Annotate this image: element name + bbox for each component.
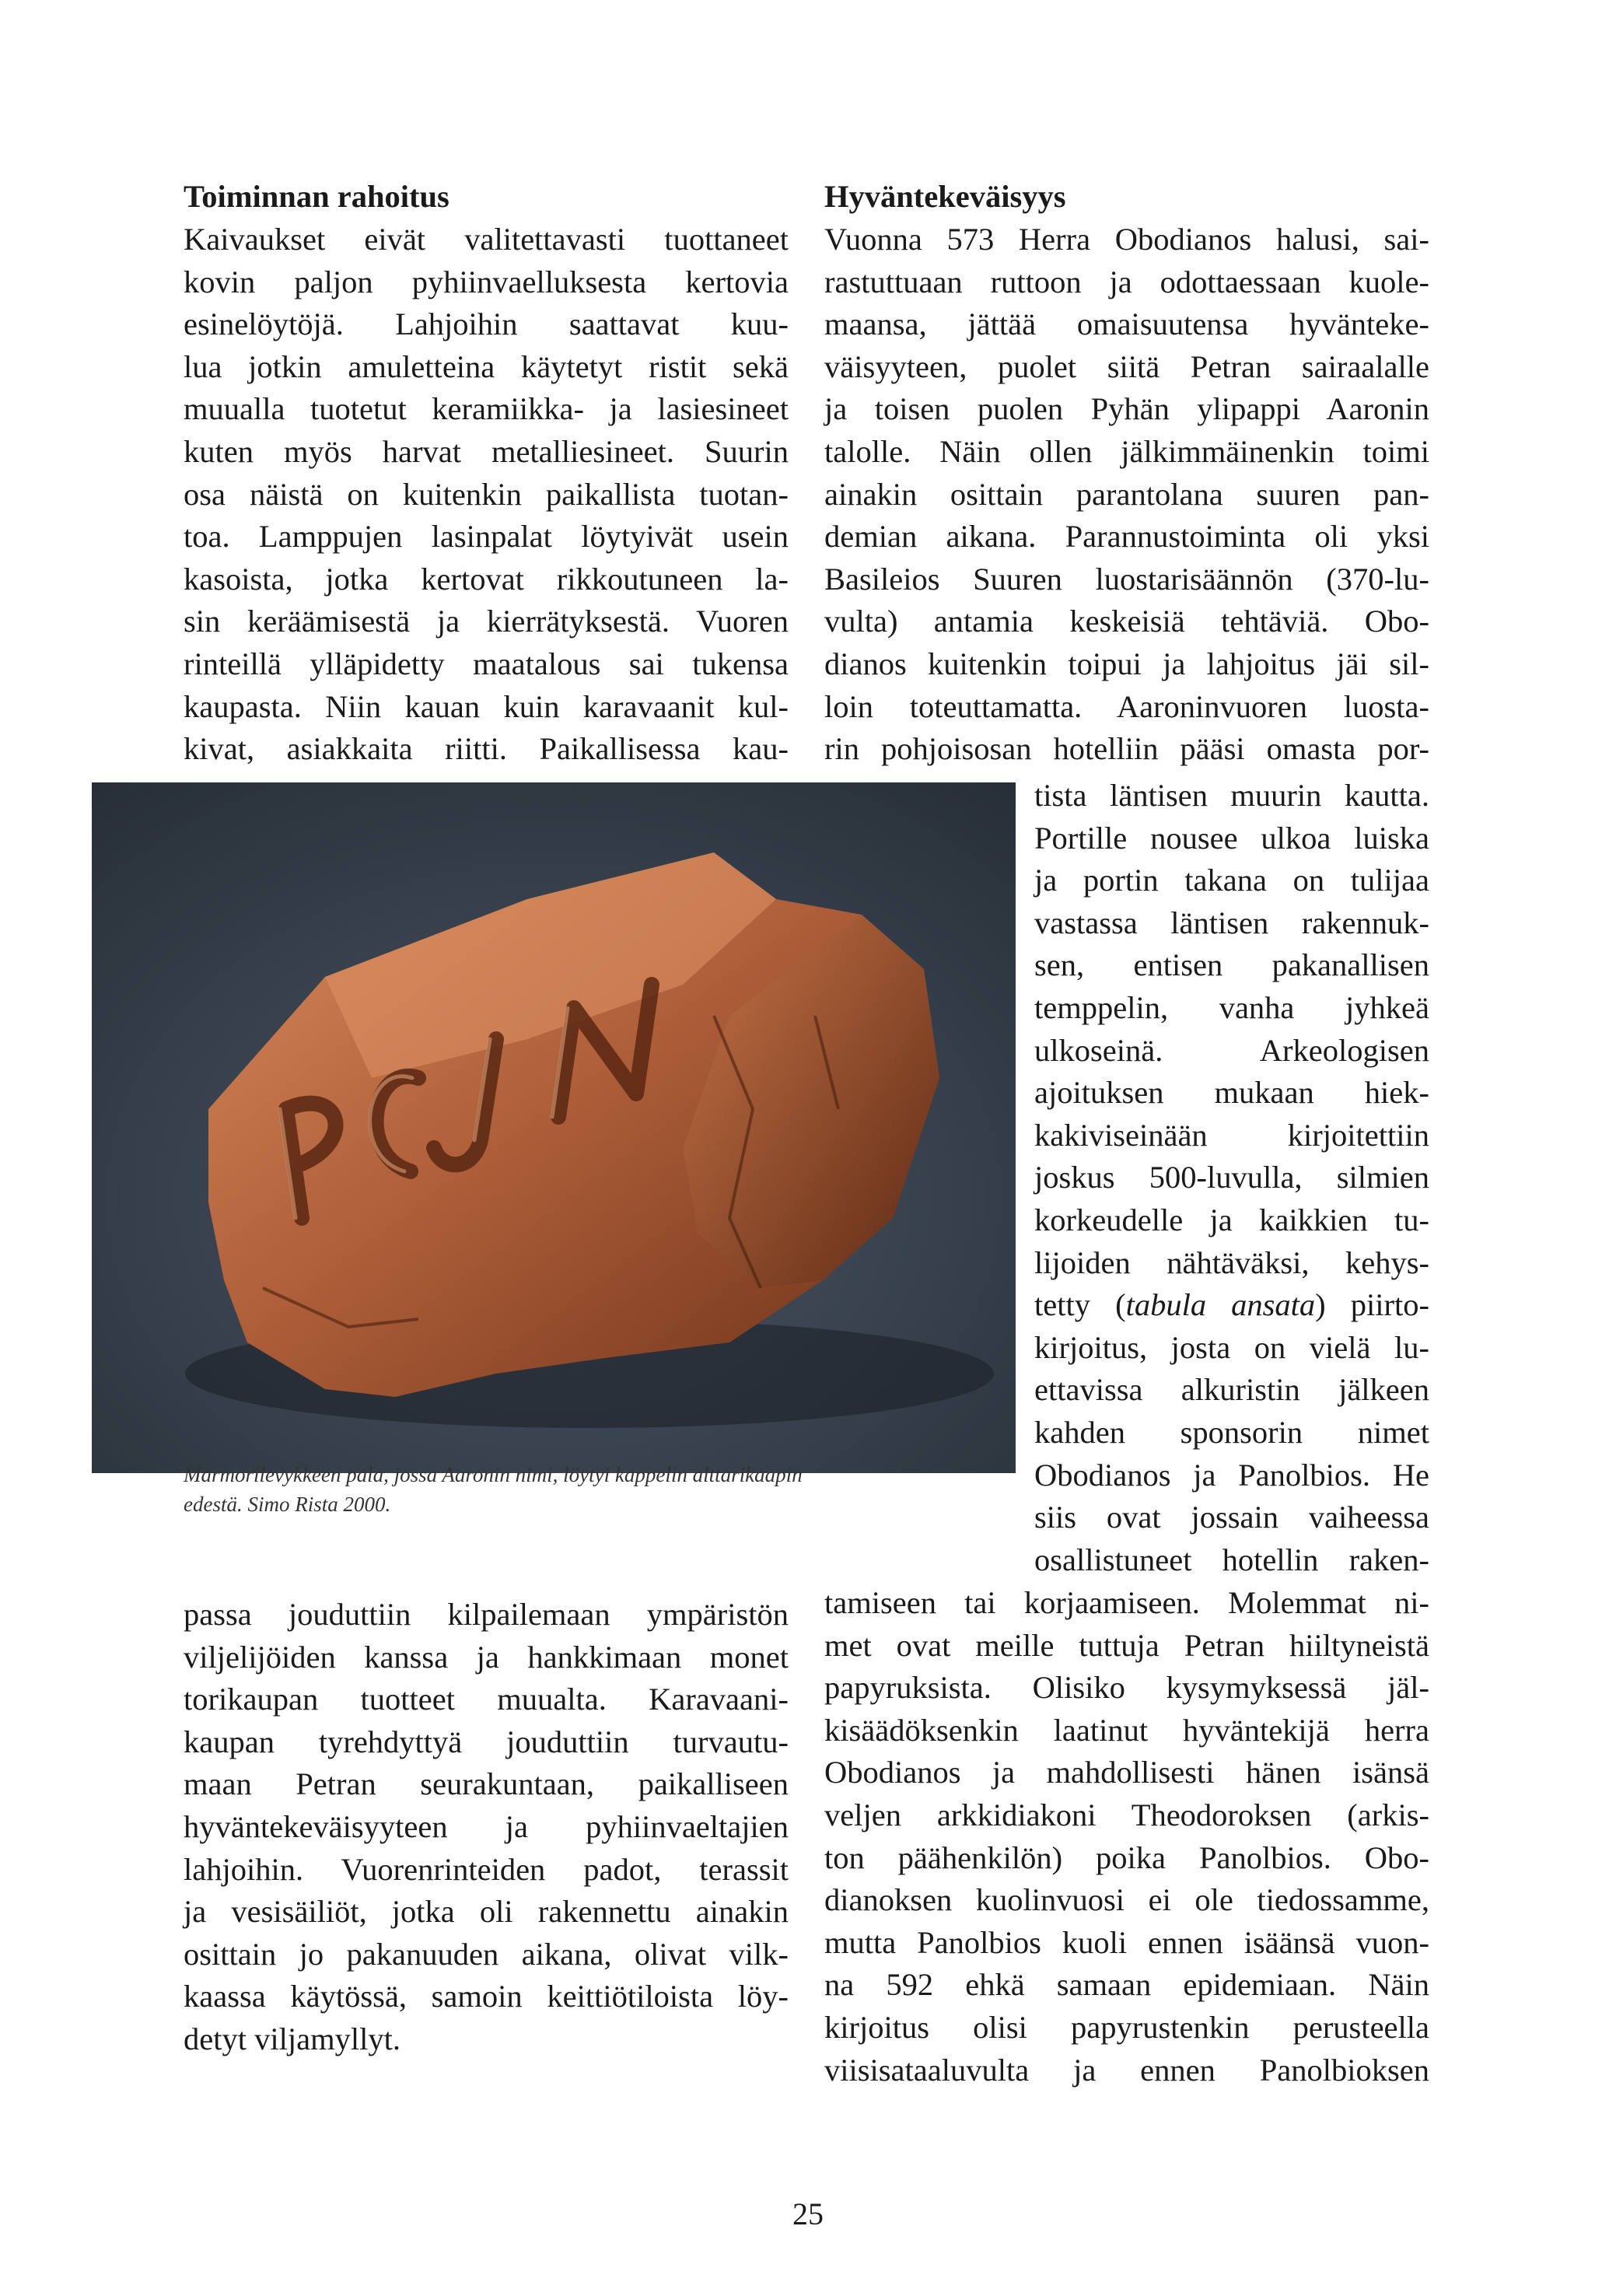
text-line: Obodianos ja Panolbios. He <box>1034 1457 1429 1493</box>
text-line: Portille nousee ulkoa luiska <box>1034 820 1429 856</box>
text-line: papyruksista. Olisiko kysymyksessä jäl- <box>824 1670 1429 1706</box>
text-line: lahjoihin. Vuorenrinteiden padot, terassit <box>184 1851 789 1887</box>
italic-term: tabula ansata <box>1125 1287 1316 1323</box>
text-line: vulta) antamia keskeisiä tehtäviä. Obo- <box>824 604 1429 639</box>
text-line <box>1034 1287 1429 1323</box>
text-line: maansa, jättää omaisuutensa hyväntekе- <box>824 306 1429 342</box>
text-line: viisisataaluvulta ja ennen Panolbioksen <box>824 2052 1429 2088</box>
text-line: väisyyteen, puolet siitä Petran sairaalalle <box>824 348 1429 384</box>
text-line: esinelöytöjä. Lahjoihin saattavat kuu- <box>184 306 789 342</box>
text-line: loin toteuttamatta. Aaroninvuoren luosta- <box>824 688 1429 724</box>
text-line: talolle. Näin ollen jälkimmäinenkin toimi <box>824 434 1429 469</box>
text-line: ulkoseinä. Arkeologisen <box>1034 1032 1429 1068</box>
text-line: demian aikana. Parannustoiminta oli yksi <box>824 519 1429 555</box>
text-line: ajoituksen mukaan hiek- <box>1034 1075 1429 1111</box>
text-line: na 592 ehkä samaan epidemiaan. Näin <box>824 1967 1429 2003</box>
page-number: 25 <box>792 2196 824 2231</box>
text-line: dianos kuitenkin toipui ja lahjoitus jäi sil- <box>824 646 1429 681</box>
text-line: kirjoitus, josta on vielä lu- <box>1034 1329 1429 1365</box>
text-fragment: ) piirto- <box>1315 1287 1429 1323</box>
text-line: kasoista, jotka kertovat rikkoutuneen la- <box>184 561 789 597</box>
text-line: kivat, asiakkaita riitti. Paikallisessa kau- <box>184 731 789 767</box>
left-heading: Toiminnan rahoitus <box>184 179 449 214</box>
text-line: joskus 500-luvulla, silmien <box>1034 1160 1429 1195</box>
text-line: viljelijöiden kanssa ja hankkimaan monet <box>184 1639 789 1675</box>
text-line: torikaupan tuotteet muualta. Karavaani- <box>184 1682 789 1717</box>
text-line: toa. Lamppujen lasinpalat löytyivät usein <box>184 519 789 555</box>
caption-line: Marmorilevykkeen pala, jossa Aaronin nimi, löytyi kappelin alttarikaapin <box>184 1463 803 1486</box>
text-line: ja portin takana on tulijaa <box>1034 863 1429 898</box>
stone-fragment-image <box>92 782 1016 1473</box>
text-line: ton päähenkilön) poika Panolbios. Obo- <box>824 1839 1429 1875</box>
text-line: ja toisen puolen Pyhän ylipappi Aaronin <box>824 391 1429 427</box>
text-line: dianoksen kuolinvuosi ei ole tiedossamme, <box>824 1882 1429 1918</box>
text-line: kaupan tyrehdyttyä jouduttiin turvautu- <box>184 1724 789 1759</box>
text-line: tamiseen tai korjaamiseen. Molemmat ni- <box>824 1585 1429 1620</box>
text-line: kirjoitus olisi papyrustenkin perusteella <box>824 2010 1429 2045</box>
text-line: kovin paljon pyhiinvaelluksesta kertovia <box>184 264 789 299</box>
text-line: kaassa käytössä, samoin keittiötiloista löy- <box>184 1979 789 2014</box>
text-line: korkeudelle ja kaikkien tu- <box>1034 1202 1429 1237</box>
text-line: lijoiden nähtäväksi, kehys- <box>1034 1244 1429 1280</box>
text-line: osallistuneet hotellin raken- <box>1034 1542 1429 1577</box>
text-line: lua jotkin amuletteina käytetyt ristit sekä <box>184 348 789 384</box>
caption-line: edestä. Simo Rista 2000. <box>184 1493 391 1516</box>
text-line: maan Petran seurakuntaan, paikalliseen <box>184 1766 789 1802</box>
text-line: veljen arkkidiakoni Theodoroksen (arkis- <box>824 1797 1429 1832</box>
text-line: kahden sponsorin nimet <box>1034 1415 1429 1450</box>
text-line: ainakin osittain parantolana suuren pan- <box>824 476 1429 512</box>
text-line: sin keräämisestä ja kierrätyksestä. Vuoren <box>184 604 789 639</box>
text-line: sen, entisen pakanallisen <box>1034 947 1429 983</box>
text-line: Kaivaukset eivät valitettavasti tuottaneet <box>184 222 789 257</box>
text-fragment: tetty ( <box>1034 1287 1126 1323</box>
text-line: rastuttuaan ruttoon ja odottaessaan kuole- <box>824 264 1429 299</box>
text-line: vastassa läntisen rakennuk- <box>1034 905 1429 940</box>
text-line: passa jouduttiin kilpailemaan ympäristön <box>184 1597 789 1632</box>
text-line: hyväntekeväisyyteen ja pyhiinvaeltajien <box>184 1809 789 1844</box>
text-line: osittain jo pakanuuden aikana, olivat vilk- <box>184 1936 789 1972</box>
text-line: ettavissa alkuristin jälkeen <box>1034 1372 1429 1408</box>
stone-fragment-photo <box>92 782 1016 1473</box>
text-line: rinteillä ylläpidetty maatalous sai tukensa <box>184 646 789 681</box>
text-line: osa näistä on kuitenkin paikallista tuotan- <box>184 476 789 512</box>
text-line: detyt viljamyllyt. <box>184 2021 401 2056</box>
text-line: kisäädöksenkin laatinut hyväntekijä herra <box>824 1712 1429 1748</box>
text-line: temppelin, vanha jyhkeä <box>1034 990 1429 1025</box>
text-line: Basileios Suuren luostarisäännön (370-lu- <box>824 561 1429 597</box>
text-line: tista läntisen muurin kautta. <box>1034 778 1429 813</box>
text-line: kuten myös harvat metalliesineet. Suurin <box>184 434 789 469</box>
text-line: met ovat meille tuttuja Petran hiiltyneistä <box>824 1627 1429 1663</box>
text-line: Obodianos ja mahdollisesti hänen isänsä <box>824 1755 1429 1790</box>
text-line: ja vesisäiliöt, jotka oli rakennettu ainakin <box>184 1894 789 1930</box>
right-heading: Hyväntekeväisyys <box>824 179 1066 214</box>
text-line: mutta Panolbios kuoli ennen isäänsä vuon- <box>824 1924 1429 1960</box>
text-line: kaupasta. Niin kauan kuin karavaanit kul- <box>184 688 789 724</box>
text-line: muualla tuotetut keramiikka- ja lasiesineet <box>184 391 789 427</box>
text-line: kakiviseinään kirjoitettiin <box>1034 1117 1429 1153</box>
text-line: siis ovat jossain vaiheessa <box>1034 1500 1429 1535</box>
text-line: rin pohjoisosan hotelliin pääsi omasta por- <box>824 731 1429 767</box>
text-line: Vuonna 573 Herra Obodianos halusi, sai- <box>824 222 1429 257</box>
